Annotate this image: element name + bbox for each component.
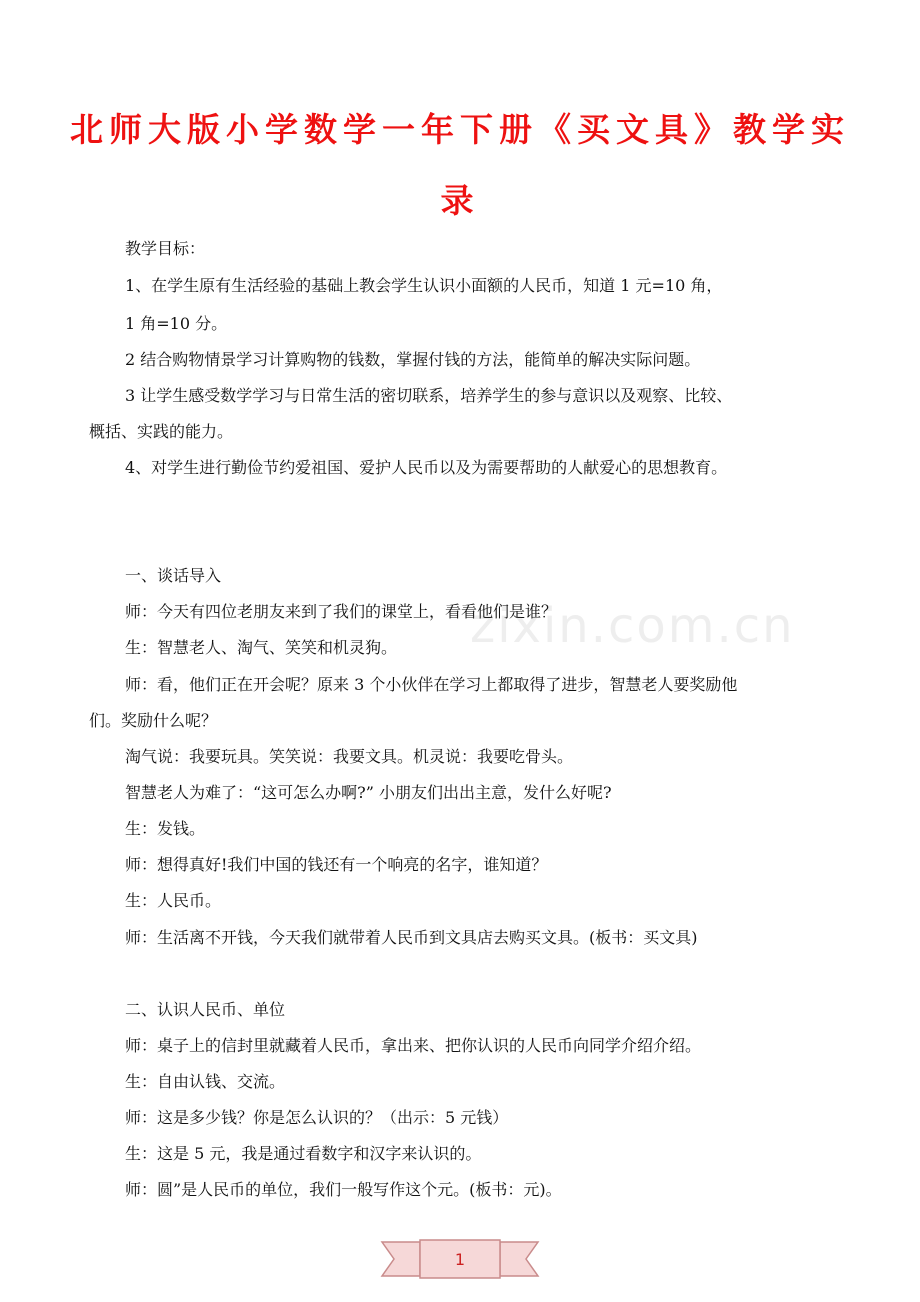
section-2-line-1: 师：桌子上的信封里就藏着人民币，拿出来、把你认识的人民币向同学介绍介绍。 — [125, 1036, 702, 1055]
section-1-line-2: 生：智慧老人、淘气、笑笑和机灵狗。 — [125, 638, 398, 657]
document-title-line2: 录 — [440, 181, 480, 220]
section-2-line-4: 生：这是 5 元，我是通过看数字和汉字来认识的。 — [125, 1144, 482, 1163]
section-1-line-5: 智慧老人为难了：“这可怎么办啊?” 小朋友们出出主意，发什么好呢? — [125, 783, 612, 802]
page-number: 1 — [454, 1250, 466, 1269]
page-footer — [380, 1228, 540, 1284]
goal-2: 2 结合购物情景学习计算购物的钱数，掌握付钱的方法，能简单的解决实际问题。 — [125, 350, 701, 369]
section-1-line-3b: 们。奖励什么呢？ — [89, 711, 218, 730]
section-1-line-9: 师：生活离不开钱，今天我们就带着人民币到文具店去购买文具。(板书：买文具) — [125, 928, 698, 947]
section-1-line-8: 生：人民币。 — [125, 891, 222, 910]
goal-1-line1: 1、在学生原有生活经验的基础上教会学生认识小面额的人民币，知道 1 元=10 角， — [125, 276, 723, 295]
section-2-line-2: 生：自由认钱、交流。 — [125, 1072, 286, 1091]
section-1-line-3a: 师：看，他们正在开会呢？原来 3 个小伙伴在学习上都取得了进步，智慧老人要奖励他 — [125, 675, 738, 694]
section-1-line-7: 师：想得真好!我们中国的钱还有一个响亮的名字，谁知道？ — [125, 855, 548, 874]
section-2-line-5: 师：圆”是人民币的单位，我们一般写作这个元。(板书：元)。 — [125, 1180, 562, 1199]
goal-3-line1: 3 让学生感受数学学习与日常生活的密切联系，培养学生的参与意识以及观察、比较、 — [125, 386, 733, 405]
document-title-line1: 北师大版小学数学一年下册《买文具》教学实 — [70, 110, 850, 149]
watermark: zixin.com.cn — [470, 598, 795, 654]
section-1-line-4: 淘气说：我要玩具。笑笑说：我要文具。机灵说：我要吃骨头。 — [125, 747, 574, 766]
section-1-heading: 一、谈话导入 — [125, 566, 222, 585]
goal-1-line2: 1 角=10 分。 — [125, 314, 228, 333]
section-1-line-1: 师：今天有四位老朋友来到了我们的课堂上，看看他们是谁？ — [125, 602, 558, 621]
section-1-line-6: 生：发钱。 — [125, 819, 206, 838]
section-2-heading: 二、认识人民币、单位 — [125, 1000, 286, 1019]
goals-heading: 教学目标： — [125, 239, 206, 258]
goal-4: 4、对学生进行勤俭节约爱祖国、爱护人民币以及为需要帮助的人献爱心的思想教育。 — [125, 458, 728, 477]
section-2-line-3: 师：这是多少钱？你是怎么认识的？（出示：5 元钱） — [125, 1108, 509, 1127]
goal-3-line2: 概括、实践的能力。 — [89, 422, 234, 441]
